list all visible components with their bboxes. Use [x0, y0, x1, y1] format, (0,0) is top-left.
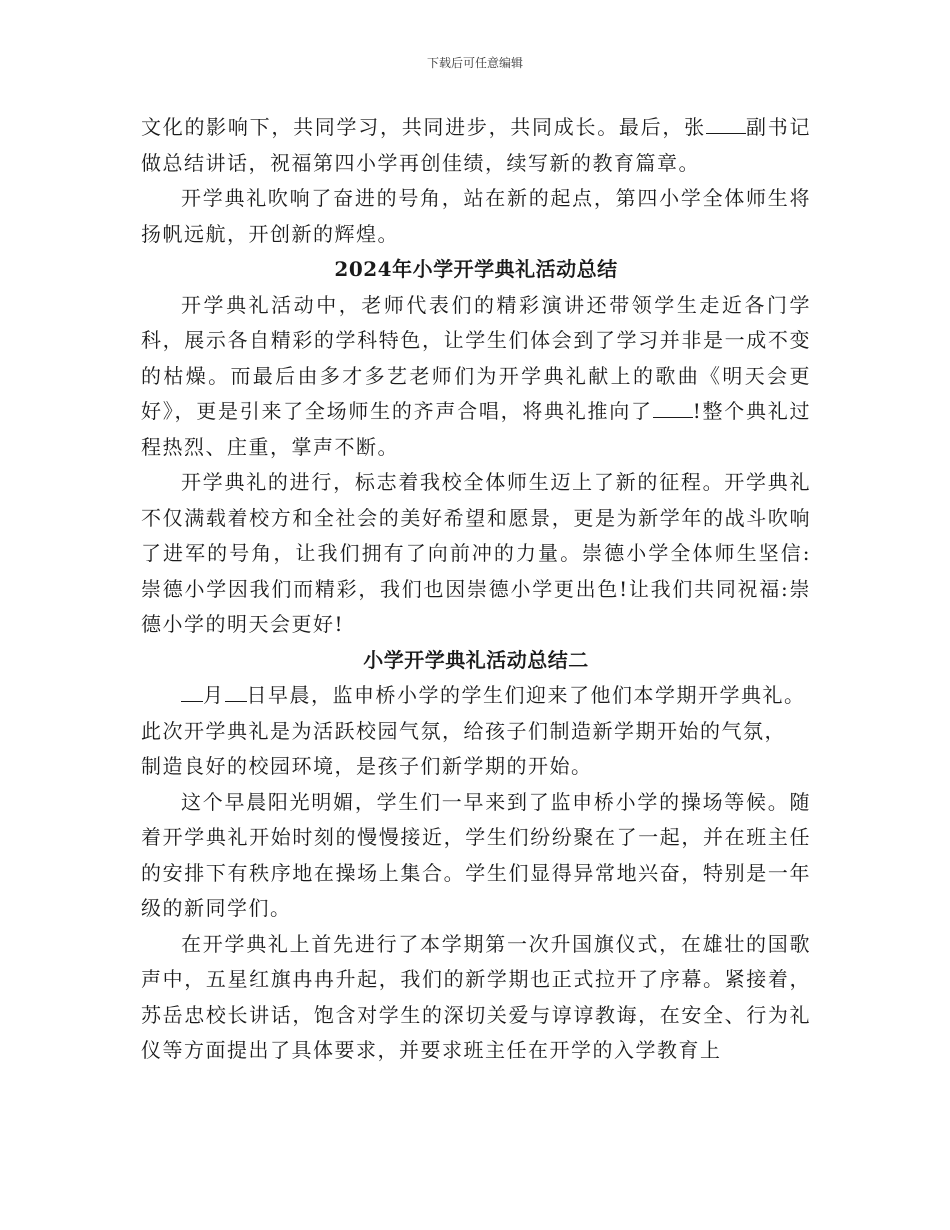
paragraph-5-month: 月: [203, 683, 225, 707]
paragraph-3-text-b: !整个典礼过程热烈、庄重，掌声不断。: [141, 399, 812, 459]
paragraph-3: [141, 288, 811, 466]
paragraph-5-text: 日早晨，监申桥小学的学生们迎来了他们本学期开学典礼。: [246, 683, 806, 707]
paragraph-1: [141, 110, 811, 181]
paragraph-4: 开学典礼的进行，标志着我校全体师生迈上了新的征程。开学典礼不仅满载着校方和全社会的美好希望和愿景，更是为新学年的战斗吹响了进军的号角，让我们拥有了向前冲的力量。崇德小学全体师生坚信:崇德小学因我们而精彩，我们也因崇德小学更出色!让我们共同祝福:崇德小学的明天会更好!: [141, 470, 811, 636]
paragraph-5-line-3: 制造良好的校园环境，是孩子们新学期的开始。: [141, 754, 593, 778]
paragraph-6: 这个早晨阳光明媚，学生们一早来到了监申桥小学的操场等候。随着开学典礼开始时刻的慢慢接近，学生们纷纷聚在了一起，并在班主任的安排下有秩序地在操场上集合。学生们显得异常地兴奋，特别是一年级的新同学们。: [141, 789, 811, 920]
paragraph-2: 开学典礼吹响了奋进的号角，站在新的起点，第四小学全体师生将扬帆远航，开创新的辉煌。: [141, 186, 811, 246]
fill-blank: [225, 683, 247, 702]
fill-blank: [653, 399, 693, 418]
fill-blank: [181, 683, 203, 702]
paragraph-7: 在开学典礼上首先进行了本学期第一次升国旗仪式，在雄壮的国歌声中，五星红旗冉冉升起，我们的新学期也正式拉开了序幕。紧接着，苏岳忠校长讲话，饱含对学生的深切关爱与谆谆教诲，在安全、行为礼仪等方面提出了具体要求，并要求班主任在开学的入学教育上: [141, 931, 811, 1062]
paragraph-1-text-b: 副书记做总结讲话，祝福第四小学再创佳绩，续写新的教育篇章。: [141, 115, 812, 175]
section-title-1: 2024年小学开学典礼活动总结: [334, 257, 618, 281]
section-title-2: 小学开学典礼活动总结二: [363, 647, 589, 672]
paragraph-1-text-a: 文化的影响下，共同学习，共同进步，共同成长。最后，张: [141, 115, 706, 139]
paragraph-5-line-2: 此次开学典礼是为活跃校园气氛，给孩子们制造新学期开始的气氛，: [141, 718, 786, 743]
paragraph-3-text-a: 开学典礼活动中，老师代表们的精彩演讲还带领学生走近各门学科，展示各自精彩的学科特色，让学生们体会到了学习并非是一成不变的枯燥。而最后由多才多艺老师们为开学典礼献上的歌曲《明天会更好》，更是引来了全场师生的齐声合唱，将典礼推向了: [141, 292, 811, 423]
document-body: [141, 110, 811, 1069]
paragraph-5-line-1: [141, 678, 811, 714]
page-header-note: 下载后可任意编辑: [426, 56, 523, 70]
fill-blank: [706, 115, 746, 134]
